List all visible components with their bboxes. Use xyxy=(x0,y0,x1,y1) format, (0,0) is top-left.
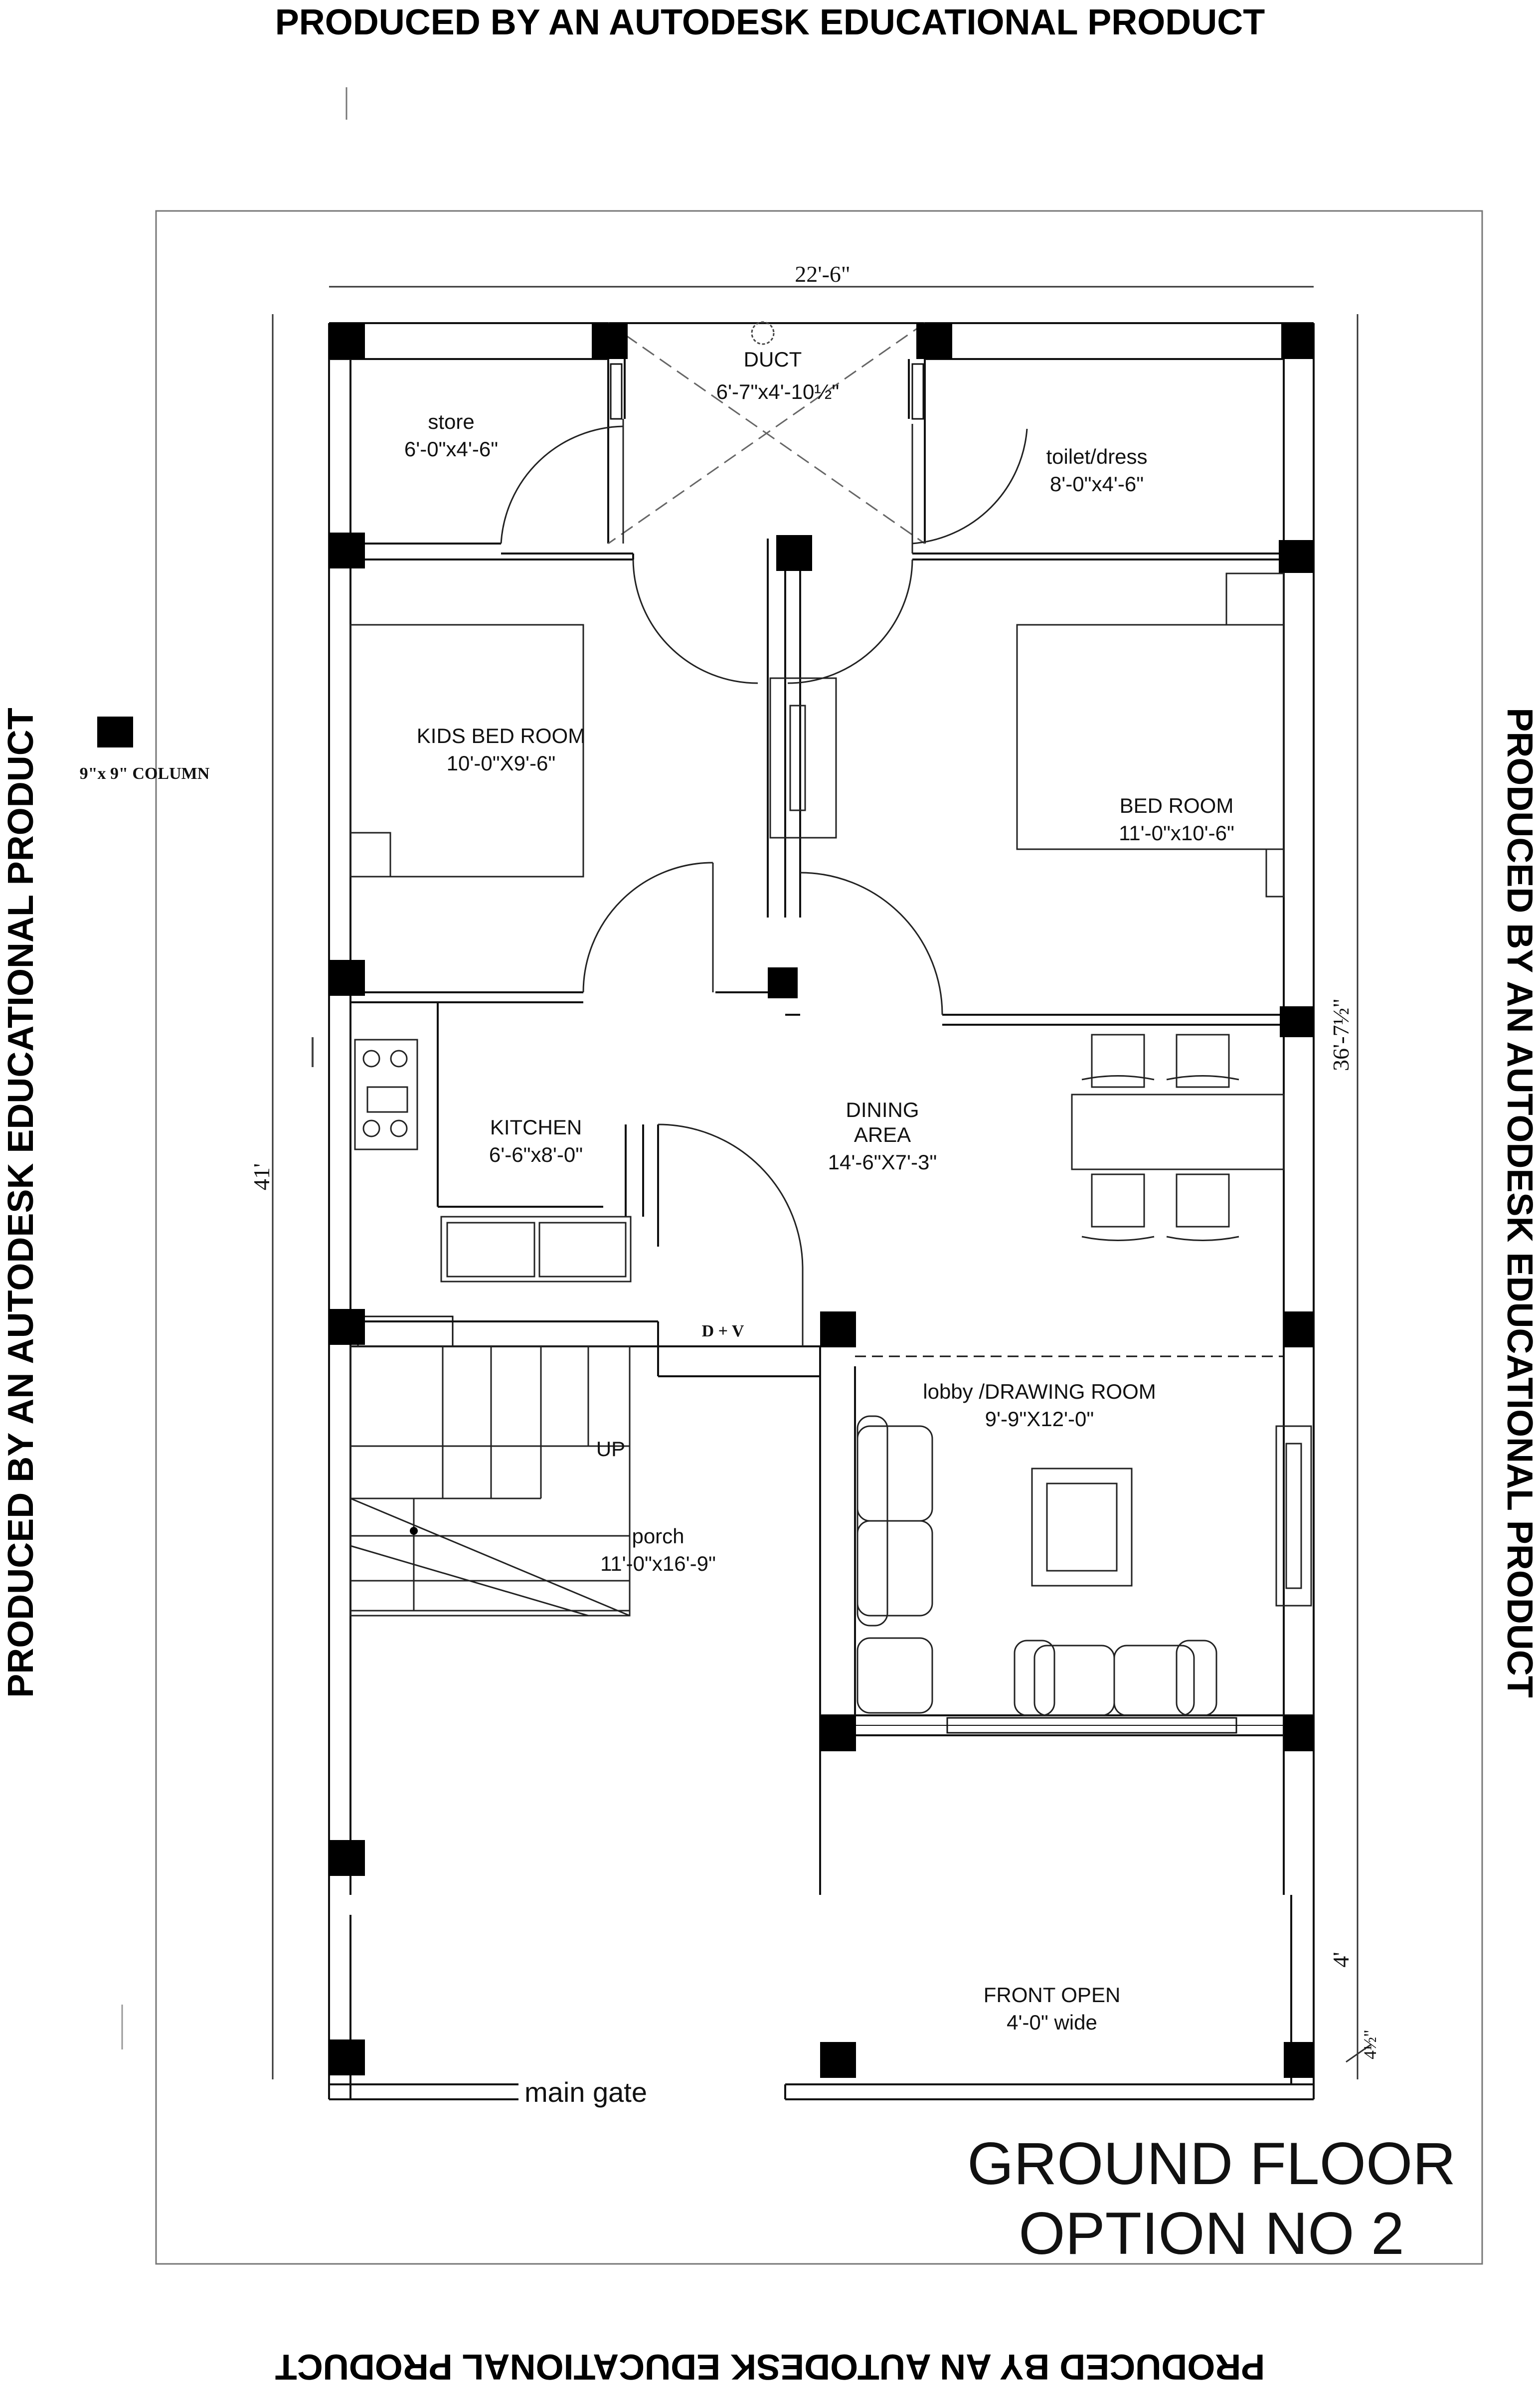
bed-label: BED ROOM xyxy=(1119,794,1234,817)
duct-pipe xyxy=(752,322,774,344)
stair-marker xyxy=(410,1527,418,1535)
porch-label: porch xyxy=(632,1524,684,1548)
kitchen-label: KITCHEN xyxy=(490,1115,582,1139)
watermark-left-text: PRODUCED BY AN AUTODESK EDUCATIONAL PRODUCT xyxy=(1,708,41,1698)
kids-bed-label: KIDS BED ROOM xyxy=(416,724,586,747)
dining-label: DINING xyxy=(846,1098,919,1121)
lobby-size: 9'-9"X12'-0" xyxy=(985,1407,1094,1431)
front-open-label: FRONT OPEN xyxy=(983,1983,1121,2007)
duct-size: 6'-7"x4'-10½" xyxy=(716,380,840,403)
title-line-1: GROUND FLOOR xyxy=(967,2130,1456,2197)
duct-label: DUCT xyxy=(743,348,802,371)
dining-size: 14'-6"X7'-3" xyxy=(828,1150,937,1174)
porch-size: 11'-0"x16'-9" xyxy=(600,1552,716,1575)
toilet-label: toilet/dress xyxy=(1046,445,1148,468)
toilet-size: 8'-0"x4'-6" xyxy=(1049,472,1144,496)
lobby-label: lobby /DRAWING ROOM xyxy=(923,1380,1156,1403)
column-legend-label: 9"x 9" COLUMN xyxy=(79,764,210,783)
staircase xyxy=(350,1346,630,1616)
dimension-bottom-offset: 4½" xyxy=(1360,2030,1380,2059)
store-label: store xyxy=(428,410,475,433)
watermark-bottom: PRODUCED BY AN AUTODESK EDUCATIONAL PRODUCT xyxy=(275,2347,1265,2387)
dining-label-2: AREA xyxy=(854,1123,911,1146)
dv-label: D + V xyxy=(701,1322,744,1340)
store-size: 6'-0"x4'-6" xyxy=(404,437,499,461)
columns xyxy=(329,323,1314,2078)
main-gate-label: main gate xyxy=(524,2076,647,2108)
title-line-2: OPTION NO 2 xyxy=(1019,2200,1404,2267)
column-legend-swatch xyxy=(97,717,133,747)
walls xyxy=(329,323,1314,2099)
dimension-left-height: 41' xyxy=(249,1163,274,1191)
up-label: UP xyxy=(596,1437,626,1461)
dimension-front-open: 4' xyxy=(1328,1952,1354,1968)
bed-size: 11'-0"x10'-6" xyxy=(1119,821,1234,845)
watermark-right-text: PRODUCED BY AN AUTODESK EDUCATIONAL PRODUCT xyxy=(1500,708,1540,1698)
dimension-top-width: 22'-6" xyxy=(795,261,851,287)
kitchen-size: 6'-6"x8'-0" xyxy=(489,1143,583,1166)
front-open-size: 4'-0" wide xyxy=(1007,2011,1097,2034)
dimension-right-height: 36'-7½" xyxy=(1328,998,1354,1071)
watermark-top: PRODUCED BY AN AUTODESK EDUCATIONAL PRODUCT xyxy=(275,2,1265,42)
kids-bed-size: 10'-0"X9'-6" xyxy=(446,751,556,775)
